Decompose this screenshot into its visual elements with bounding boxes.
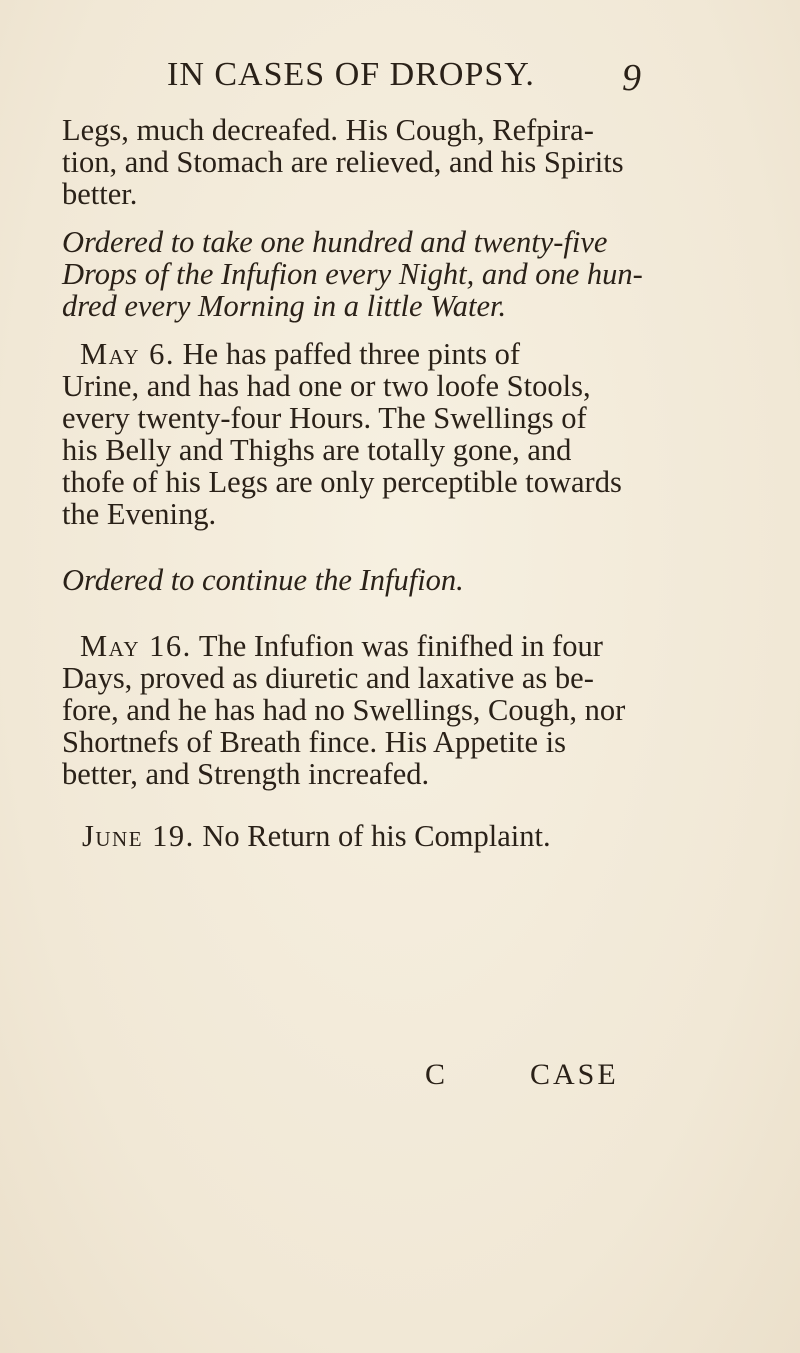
entry-date: May 6.	[80, 337, 176, 371]
text-line: Legs, much decreafed. His Cough, Refpira-	[62, 113, 594, 147]
text-line: every twenty-four Hours. The Swellings of	[62, 401, 587, 435]
text-line: Shortnefs of Breath fince. His Appetite is	[62, 725, 566, 759]
paragraph-order-drops	[62, 226, 662, 322]
signature-mark: C	[425, 1058, 446, 1091]
text-line: tion, and Stomach are relieved, and his Spirits	[62, 145, 624, 179]
text-line: fore, and he has had no Swellings, Cough, nor	[62, 693, 626, 727]
text-line: better, and Strength increafed.	[62, 757, 430, 791]
text-line: better.	[62, 177, 138, 211]
text-line: his Belly and Thighs are totally gone, and	[62, 433, 572, 467]
page-number: 9	[622, 57, 641, 99]
text-line	[62, 338, 662, 370]
text-line: thofe of his Legs are only perceptible towards	[62, 465, 622, 499]
paragraph-order-continue	[62, 564, 662, 596]
text-line: Urine, and has had one or two loofe Stools,	[62, 369, 591, 403]
entry-date: June 19.	[82, 819, 195, 853]
text-line: Days, proved as diuretic and laxative as be-	[62, 661, 594, 695]
entry-date: May 16.	[80, 629, 192, 663]
paragraph-may-6	[62, 338, 662, 530]
paragraph-may-16	[62, 630, 662, 790]
text-line	[62, 820, 662, 852]
text-line: dred every Morning in a little Water.	[62, 289, 507, 323]
text-line	[62, 630, 662, 662]
text-line: Drops of the Infufion every Night, and one hun-	[62, 257, 643, 291]
paragraph-symptoms	[62, 114, 662, 210]
catchword: CASE	[530, 1058, 619, 1091]
entry-text: The Infufion was finifhed in four	[191, 629, 603, 663]
entry-text: No Return of his Complaint.	[194, 819, 551, 853]
text-line: Ordered to take one hundred and twenty-five	[62, 225, 608, 259]
paragraph-june-19	[62, 820, 662, 852]
running-head: IN CASES OF DROPSY.	[167, 56, 535, 93]
entry-text: He has paffed three pints of	[175, 337, 521, 371]
text-line: Ordered to continue the Infufion.	[62, 563, 464, 597]
text-line: the Evening.	[62, 497, 217, 531]
